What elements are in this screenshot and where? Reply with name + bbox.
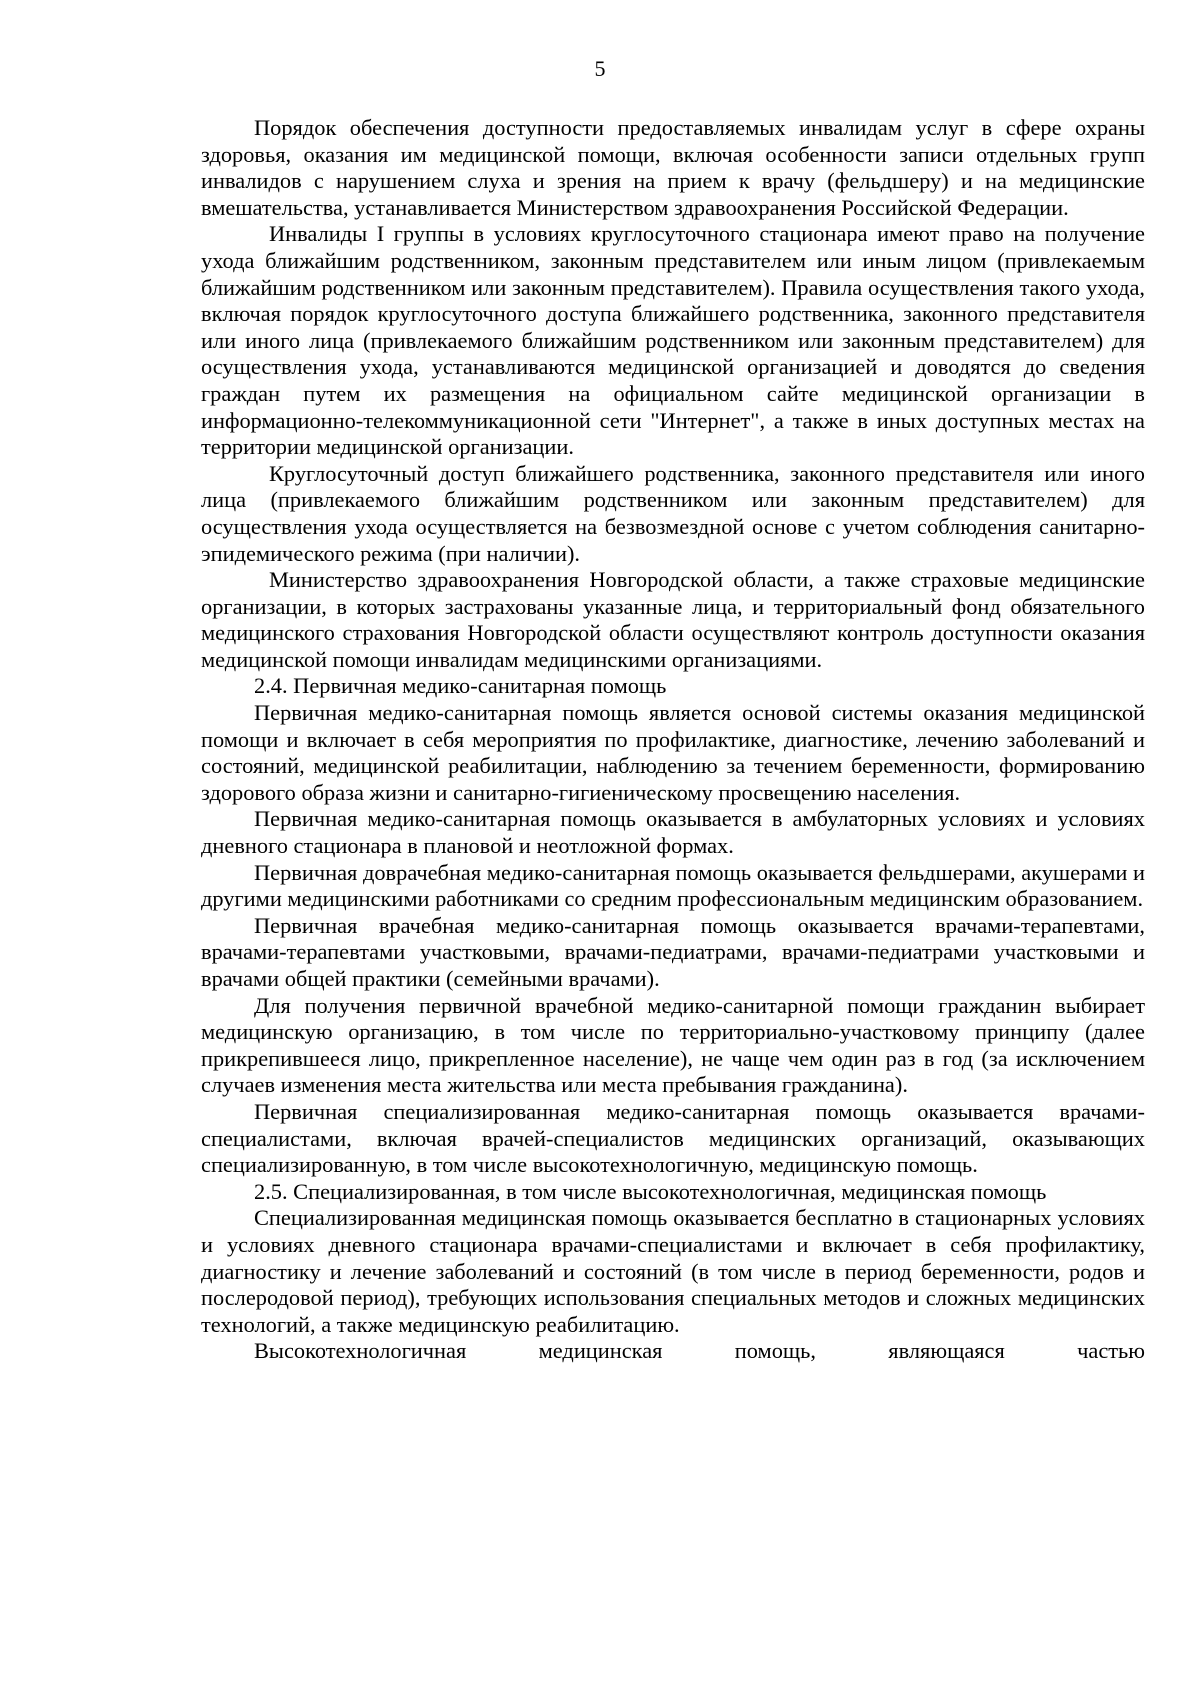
page-number: 5 <box>594 56 606 81</box>
paragraph-doctor-care: Первичная врачебная медико-санитарная помощь оказывается врачами-терапевтами, врачами-терапевтами участковыми, врачами-педиатрами, врачами-педиатрами участковыми и врачами общей практики (семейными врачами). <box>201 912 1145 991</box>
paragraph-ministry-control: Министерство здравоохранения Новгородской области, а также страховые медицинские организации, в которых застрахованы указанные лица, и территориальный фонд обязательного медицинского страхования Новгородской области осуществляют контроль доступности оказания медицинской помощи инвалидам медицинскими организациями. <box>201 567 1145 672</box>
paragraph-round-the-clock-access: Круглосуточный доступ ближайшего родственника, законного представителя или иного лица (привлекаемого ближайшим родственником или законным представителем) для осуществления ухода осуществляется на безвозмездной основе с учетом соблюдения санитарно-эпидемического режима (при наличии). <box>201 460 1145 566</box>
paragraph-accessibility-order: Порядок обеспечения доступности предоставляемых инвалидам услуг в сфере охраны здоровья, оказания им медицинской помощи, включая особенности записи отдельных групп инвалидов с нарушением слуха и зрения на прием к врачу (фельдшеру) и на медицинские вмешательства, устанавливается Министерством здравоохранения Российской Федерации. <box>201 115 1145 220</box>
paragraph-specialized-primary-care: Первичная специализированная медико-санитарная помощь оказывается врачами-специалистами, включая врачей-специалистов медицинских организаций, оказывающих специализированную, в том числе высокотехнологичную, медицинскую помощь. <box>201 1098 1145 1178</box>
document-body <box>201 115 1145 1365</box>
paragraph-primary-care-definition: Первичная медико-санитарная помощь является основой системы оказания медицинской помощи и включает в себя мероприятия по профилактике, диагностике, лечению заболеваний и состояний, медицинской реабилитации, наблюдению за течением беременности, формированию здорового образа жизни и санитарно-гигиеническому просвещению населения. <box>201 700 1145 805</box>
paragraph-specialized-care: Специализированная медицинская помощь оказывается бесплатно в стационарных условиях и условиях дневного стационара врачами-специалистами и включает в себя профилактику, диагностику и лечение заболеваний и состояний (в том числе в период беременности, родов и послеродовой период), требующих использования специальных методов и сложных медицинских технологий, а также медицинскую реабилитацию. <box>201 1205 1145 1337</box>
paragraph-organization-choice: Для получения первичной врачебной медико-санитарной помощи гражданин выбирает медицинскую организацию, в том числе по территориально-участковому принципу (далее прикрепившееся лицо, прикрепленное население), не чаще чем один раз в год (за исключением случаев изменения места жительства или места пребывания гражданина). <box>201 992 1145 1098</box>
section-heading-2-5: 2.5. Специализированная, в том числе высокотехнологичная, медицинская помощь <box>254 1178 1047 1204</box>
paragraph-group-one-care: Инвалиды I группы в условиях круглосуточного стационара имеют право на получение ухода ближайшим родственником, законным представителем или иным лицом (привлекаемым ближайшим родственником или законным представителем). Правила осуществления такого ухода, включая порядок круглосуточного доступа ближайшего родственника, законного представителя или иного лица (привлекаемого ближайшим родственником или законным представителем) для осуществления ухода, устанавливаются медицинской организацией и доводятся до сведения граждан путем их размещения на официальном сайте медицинской организации в информационно-телекоммуникационной сети "Интернет", а также в иных доступных местах на территории медицинской организации. <box>201 221 1145 460</box>
paragraph-pre-doctor-care: Первичная доврачебная медико-санитарная помощь оказывается фельдшерами, акушерами и другими медицинскими работниками со средним профессиональным медицинским образованием. <box>201 859 1145 912</box>
paragraph-primary-care-conditions: Первичная медико-санитарная помощь оказывается в амбулаторных условиях и условиях дневного стационара в плановой и неотложной формах. <box>201 806 1145 859</box>
section-heading-2-4: 2.4. Первичная медико-санитарная помощь <box>254 673 667 699</box>
paragraph-high-tech-care: Высокотехнологичная медицинская помощь, являющаяся частью <box>254 1338 1145 1364</box>
